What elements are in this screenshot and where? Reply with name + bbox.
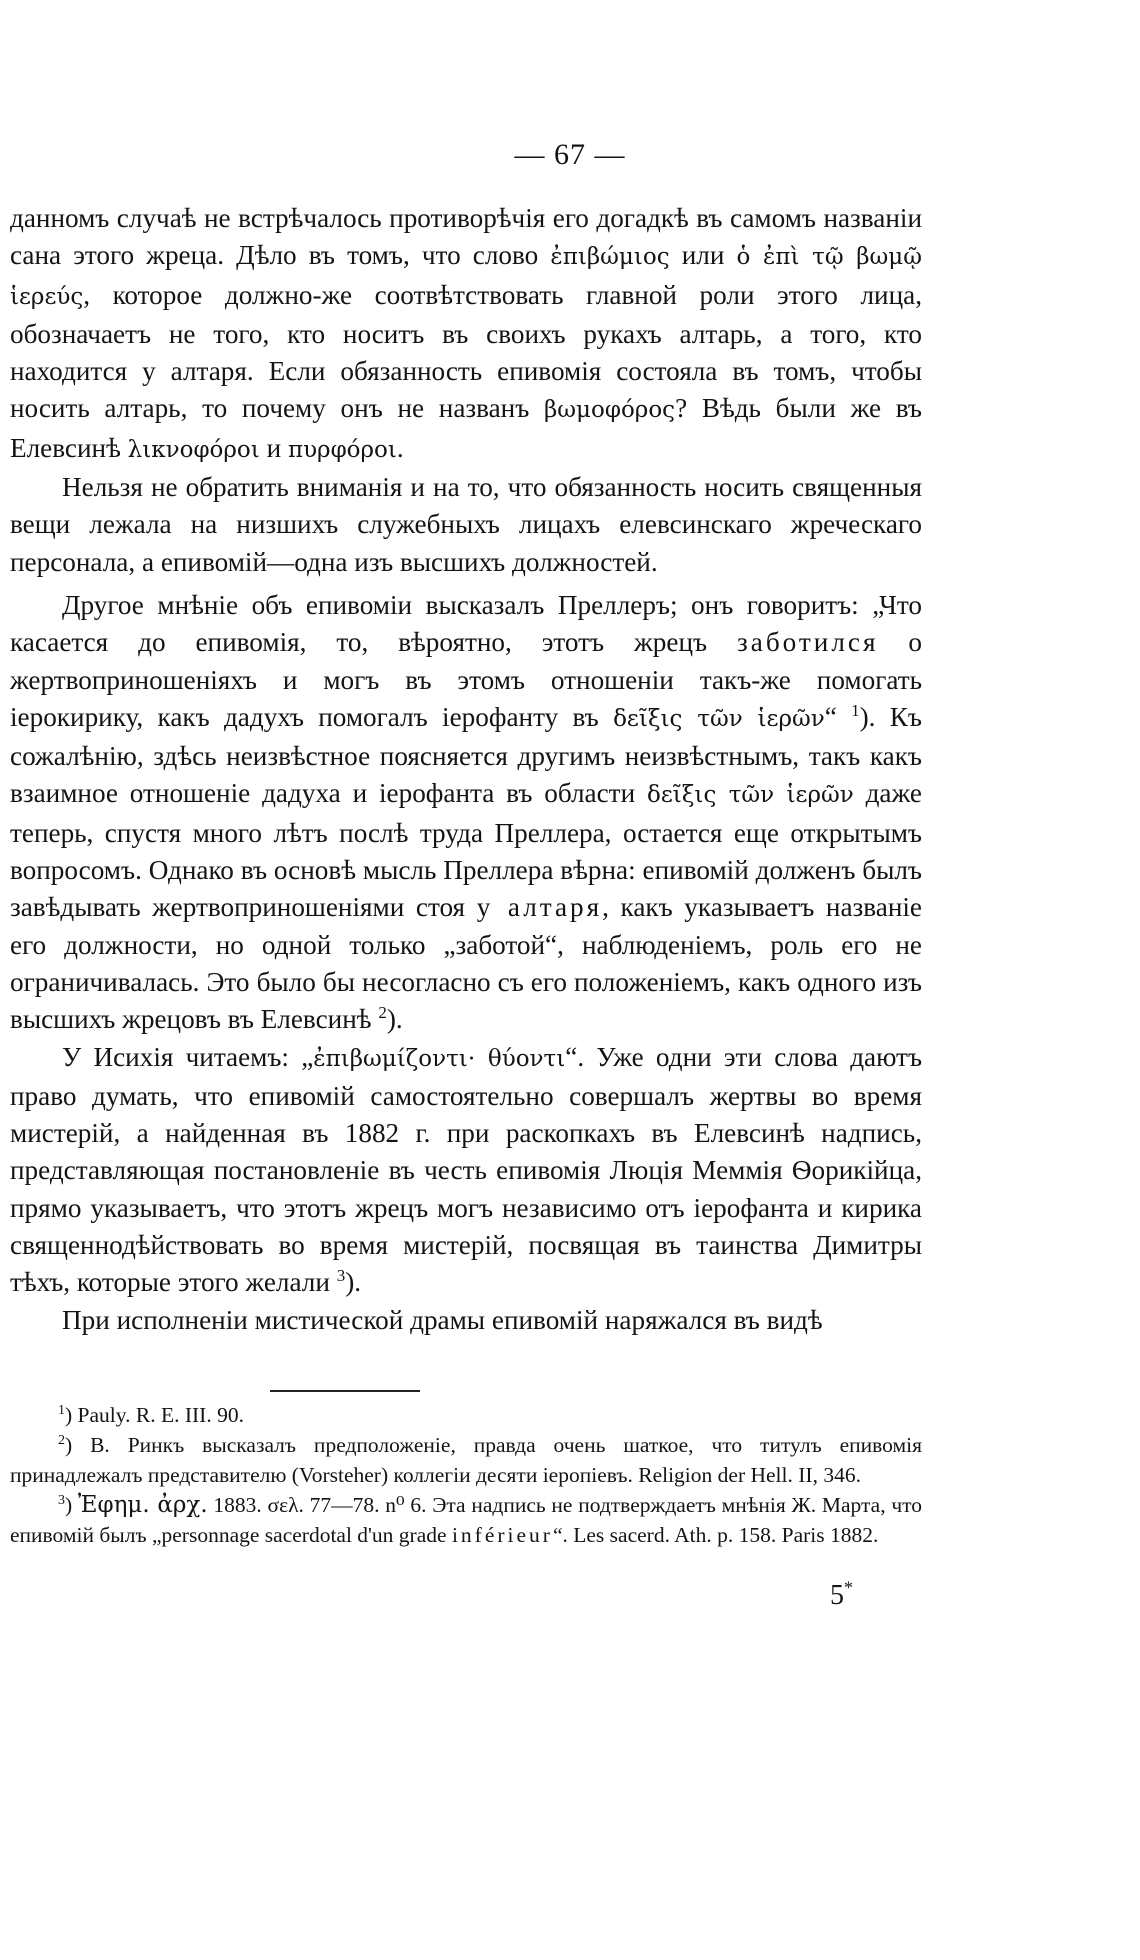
text-run: или: [669, 240, 737, 271]
footnote-mark: 2: [58, 1432, 65, 1448]
footnote-mark: 3: [58, 1492, 65, 1508]
greek-term: ἐπιβωμίζοντι· θύοντι: [313, 1045, 566, 1072]
greek-term: βωμοφόρος: [544, 397, 676, 424]
text-run: ).: [386, 1004, 403, 1035]
text-run: о жертвоприношеніяхъ и могъ въ этомъ отношеніи такъ-же помогать іерокирику, какъ дадухъ помогалъ іерофанту въ: [10, 627, 922, 732]
text-run: данномъ случаѣ не встрѣчалось противорѣчія его догадкѣ въ самомъ названіи сана этого жреца. Дѣло въ томъ, что слово: [10, 203, 922, 271]
footnote-ref-1[interactable]: 1: [851, 700, 860, 720]
text-run: и: [259, 432, 288, 463]
footnote-text: ) Pauly. R. E. III. 90.: [65, 1403, 244, 1427]
printer-signature: [830, 1577, 853, 1612]
greek-term: λικνοφόροι: [127, 436, 260, 463]
signature-star: *: [844, 1577, 853, 1598]
spaced-emphasis: у алтаря: [476, 892, 603, 923]
text-run: ).: [345, 1267, 362, 1298]
paragraph-3: [10, 587, 922, 1039]
text-run: , какъ указываетъ названіе его должности, но одной только „заботой“, наблюденіемъ, роль его не ограничивалась. Это было бы несогласно съ его положеніемъ, какъ одного изъ высшихъ жрецовъ въ Елевсинѣ: [10, 892, 922, 1035]
text-run: Другое мнѣніе объ епивоміи высказалъ Преллеръ; онъ говоритъ: „Что касается до епивомія, то, вѣроятно, этотъ жрецъ: [10, 589, 922, 658]
main-text: [10, 200, 922, 1339]
text-run: .: [396, 432, 404, 463]
greek-term: δεῖξις τῶν ἱερῶν: [613, 705, 825, 732]
paragraph-1: [10, 200, 922, 469]
footnote-2: [10, 1430, 922, 1490]
text-run: даже теперь, спустя много лѣтъ послѣ труда Преллера, остается еще открытымъ вопросомъ. Однако въ основѣ мысль Преллера вѣрна: епивомій долженъ былъ завѣдывать жертвоприношеніями стоя: [10, 778, 922, 923]
greek-term: πυρφόροι: [287, 436, 397, 463]
footnote-text: “. Les sacerd. Ath. p. 158. Paris 1882.: [552, 1523, 879, 1547]
page-number: — 67 —: [514, 138, 626, 171]
footnote-text: 1883. σελ. 77—78. n⁰ 6. Эта надпись не подтверждаетъ мнѣнія Ж. Марта, что епивомій былъ „personnage sacerdotal d'un grade: [10, 1493, 922, 1547]
text-run: У Исихія читаемъ: „: [62, 1041, 314, 1072]
greek-term: ὁ ἐπὶ τῷ βωμῷ ἱερεύς: [10, 244, 922, 310]
footnote-1: [10, 1400, 922, 1430]
paragraph-5: При исполненіи мистической драмы епивомій наряжался въ видѣ: [62, 1304, 823, 1335]
footnote-text: ) В. Ринкъ высказалъ предположеніе, правда очень шаткое, что титулъ епивомія принадлежалъ представителю (Vorsteher) коллегіи десяти іеропіевъ. Religion der Hell. II, 346.: [10, 1433, 922, 1487]
footnote-mark: 1: [58, 1402, 65, 1418]
footnote-3: [10, 1490, 922, 1550]
greek-term: Ἐφημ. ἀρχ.: [77, 1492, 208, 1518]
text-run: ). Къ сожалѣнію, здѣсь неизвѣстное поясняется другимъ неизвѣстнымъ, такъ какъ взаимное отношеніе дадуха и іерофанта въ области: [10, 701, 922, 809]
footnote-divider: [270, 1390, 420, 1392]
spaced-emphasis: заботился: [737, 627, 879, 658]
footnote-ref-2[interactable]: 2: [378, 1003, 387, 1023]
footnote-ref-3[interactable]: 3: [336, 1266, 346, 1286]
signature-number: 5: [830, 1580, 844, 1611]
footnotes: [10, 1400, 922, 1550]
paragraph-2: Нельзя не обратить вниманія и на то, что обязанность носить священныя вещи лежала на низшихъ служебныхъ лицахъ елевсинскаго жреческаго персонала, а епивомій—одна изъ высшихъ должностей.: [10, 472, 922, 577]
footnote-text: ): [65, 1493, 78, 1517]
paragraph-4: [10, 1039, 922, 1302]
spaced-emphasis: inférieur: [451, 1523, 553, 1547]
greek-term: δεῖξις τῶν ἱερῶν: [646, 782, 854, 809]
text-run: “. Уже одни эти слова даютъ право думать, что епивомій самостоятельно совершалъ жертвы во время мистерій, а найденная въ 1882 г. при раскопкахъ въ Елевсинѣ надпись, представляющая постановленіе въ честь епивомія Люція Меммія Ѳорикійца, прямо указываетъ, что этотъ жрецъ могъ независимо отъ іерофанта и кирика священнодѣйствовать во время мистерій, посвящая въ таинства Димитры тѣхъ, которые этого желали: [10, 1041, 922, 1298]
greek-term: ἐπιβώμιος: [550, 244, 670, 271]
text-run: , которое должно-же соотвѣтствовать главной роли этого лица, обозначаетъ не того, кто носитъ въ своихъ рукахъ алтарь, а того, кто находится у алтаря. Если обязанность епивомія состояла въ томъ, чтобы носить алтарь, то почему онъ не названъ: [10, 279, 922, 424]
text-run: “: [824, 701, 852, 732]
text-run: ? Вѣдь были же въ Елевсинѣ: [10, 393, 922, 463]
